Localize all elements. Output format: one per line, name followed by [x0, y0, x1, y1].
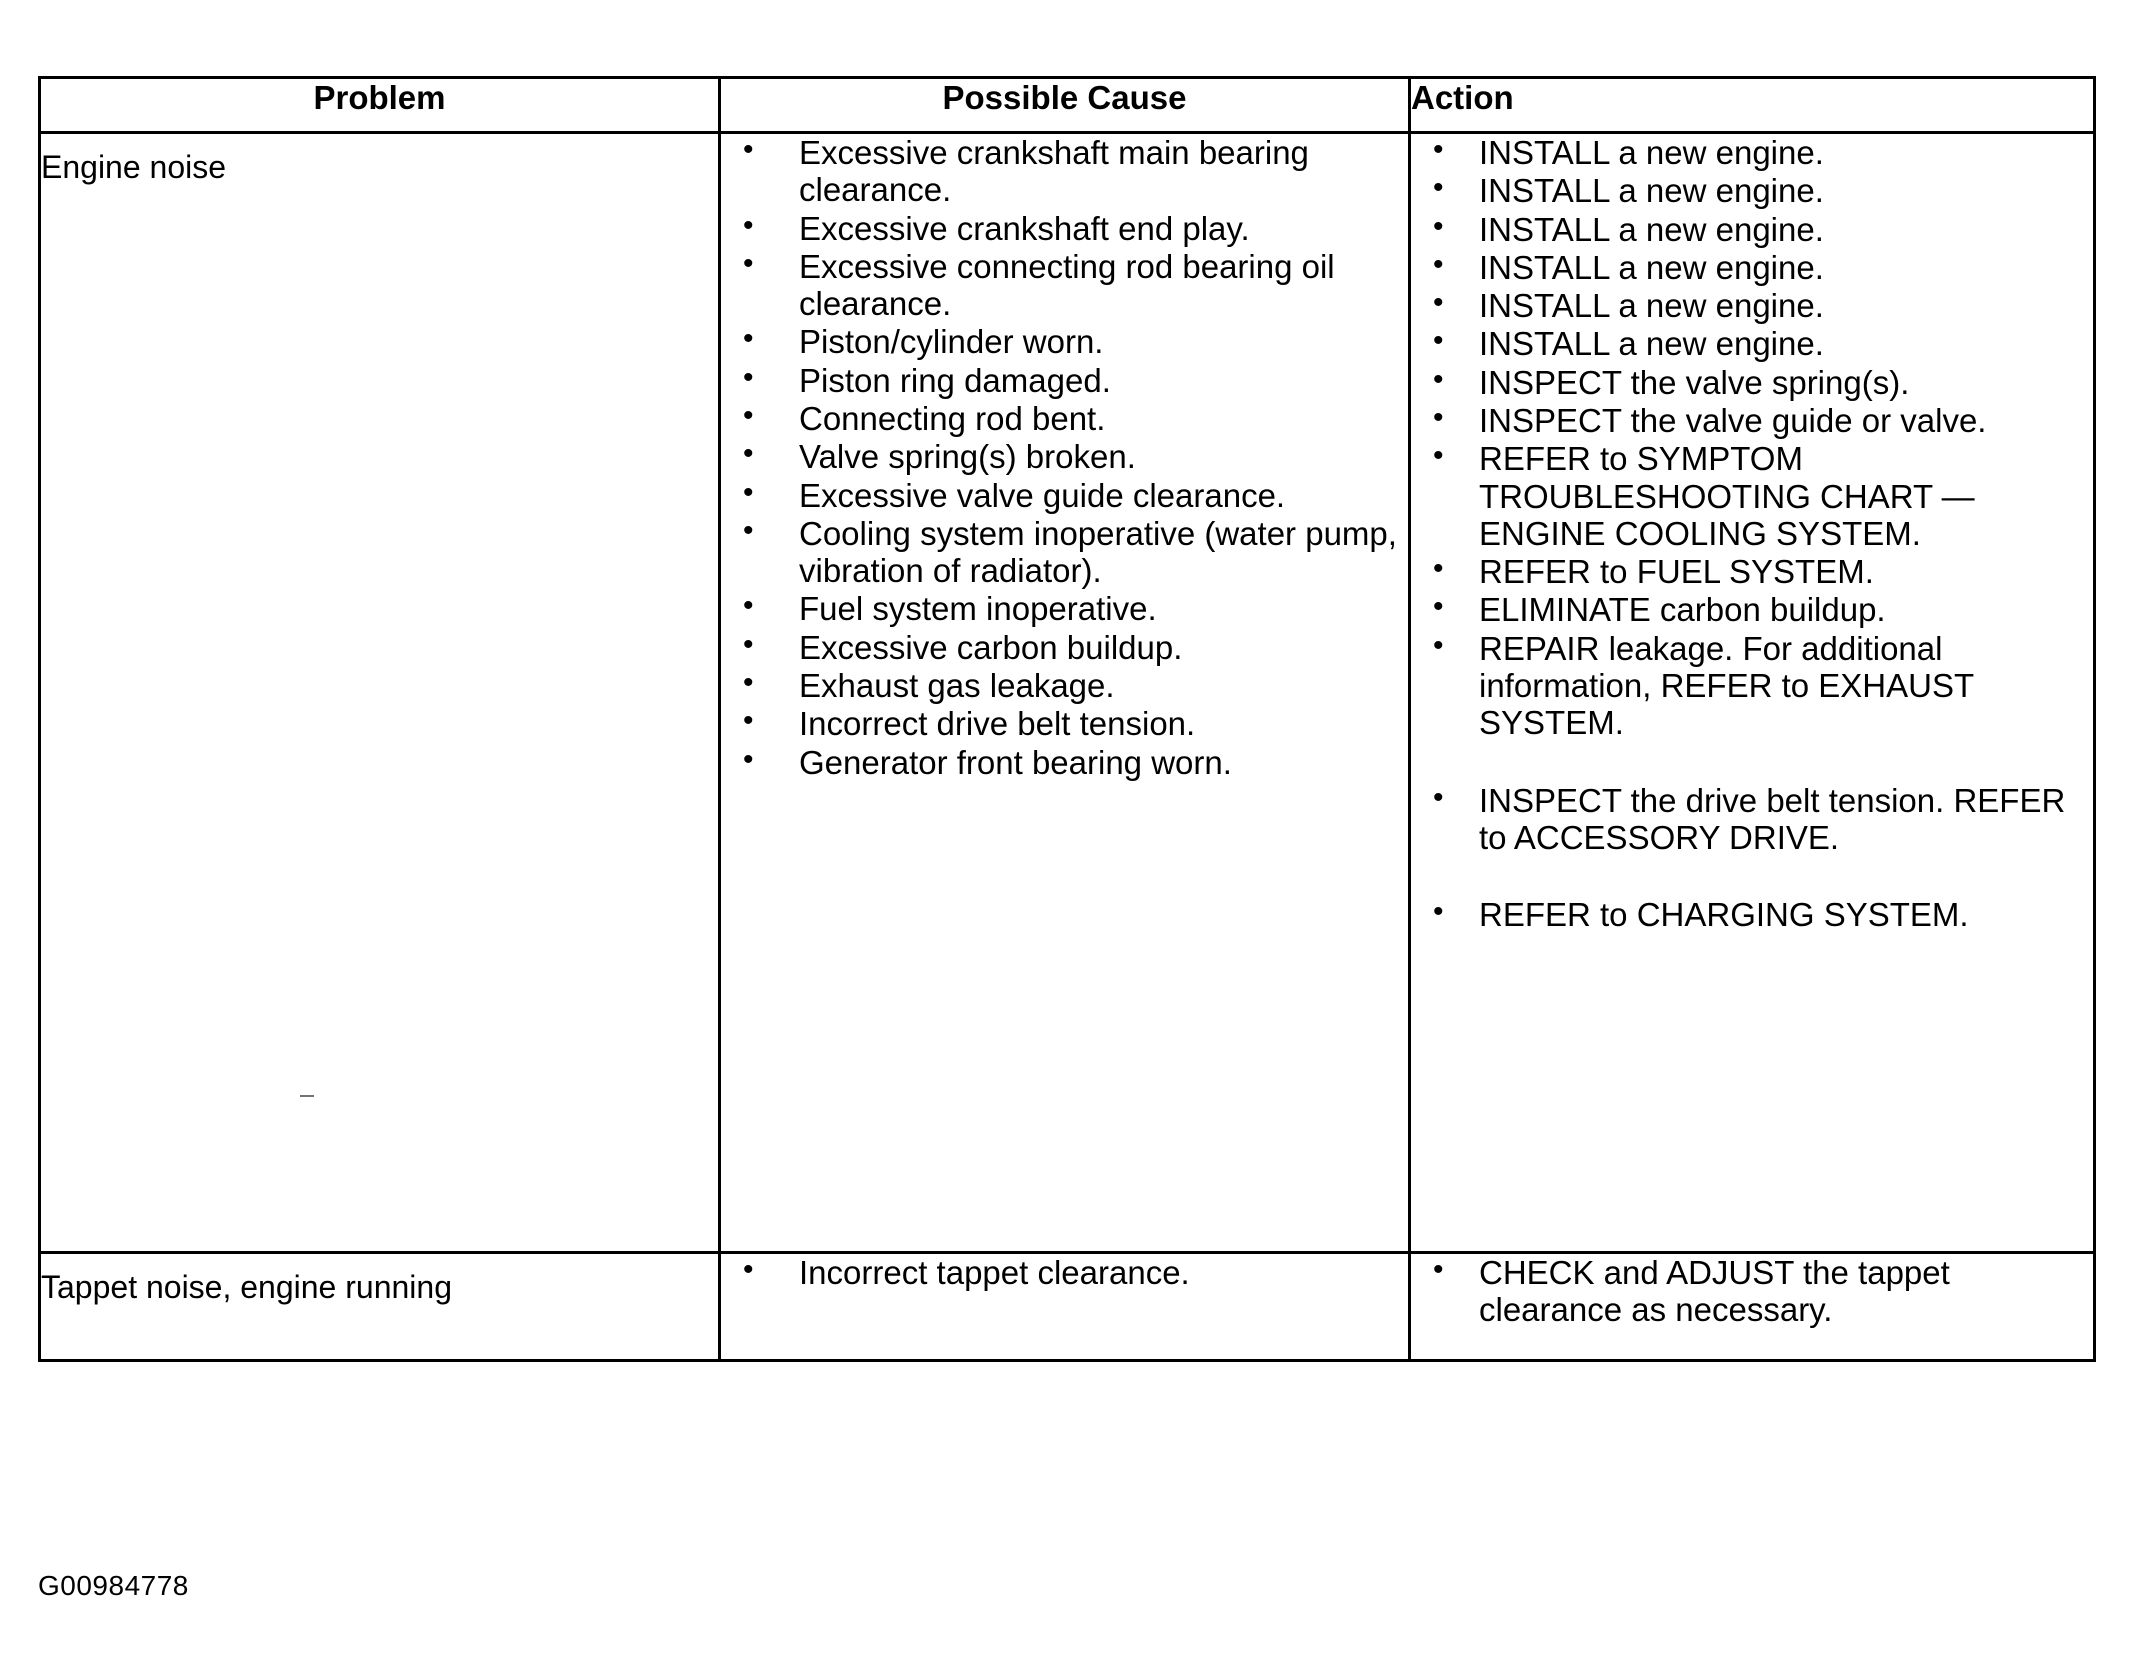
list-item: • Exhaust gas leakage.	[721, 667, 1408, 704]
cause-list	[721, 1254, 1408, 1291]
list-item: • Fuel system inoperative.	[721, 590, 1408, 627]
cell-problem: Tappet noise, engine running	[40, 1253, 720, 1361]
list-item: • INSTALL a new engine.	[1411, 325, 2093, 362]
cause-list	[721, 134, 1408, 781]
list-item: • Incorrect drive belt tension.	[721, 705, 1408, 742]
list-item: • Valve spring(s) broken.	[721, 438, 1408, 475]
action-list	[1411, 134, 2093, 933]
list-item: • Connecting rod bent.	[721, 400, 1408, 437]
list-item: • REPAIR leakage. For additional information, REFER to EXHAUST SYSTEM.	[1411, 630, 2093, 742]
column-header-possible-cause: Possible Cause	[720, 78, 1410, 133]
list-item: • REFER to FUEL SYSTEM.	[1411, 553, 2093, 590]
cell-action	[1410, 1253, 2095, 1361]
column-header-problem: Problem	[40, 78, 720, 133]
list-item: • Excessive carbon buildup.	[721, 629, 1408, 666]
list-item: • INSTALL a new engine.	[1411, 172, 2093, 209]
action-list	[1411, 1254, 2093, 1329]
list-item: • Piston ring damaged.	[721, 362, 1408, 399]
table-header	[40, 78, 2095, 133]
list-item: • ELIMINATE carbon buildup.	[1411, 591, 2093, 628]
list-item: • CHECK and ADJUST the tappet clearance as necessary.	[1411, 1254, 2093, 1329]
list-item: • Excessive crankshaft end play.	[721, 210, 1408, 247]
troubleshooting-table	[38, 76, 2096, 1362]
cell-possible-cause	[720, 1253, 1410, 1361]
list-item: • Excessive crankshaft main bearing clearance.	[721, 134, 1408, 209]
table-row	[40, 133, 2095, 1253]
list-item: • INSTALL a new engine.	[1411, 134, 2093, 171]
cell-possible-cause	[720, 133, 1410, 1253]
list-item: • Incorrect tappet clearance.	[721, 1254, 1408, 1291]
list-item: • INSTALL a new engine.	[1411, 287, 2093, 324]
list-item: • Piston/cylinder worn.	[721, 323, 1408, 360]
table-header-row	[40, 78, 2095, 133]
cell-action	[1410, 133, 2095, 1253]
list-item: • INSPECT the valve guide or valve.	[1411, 402, 2093, 439]
table-row	[40, 1253, 2095, 1361]
figure-id-label: G00984778	[38, 1570, 189, 1601]
scan-tick-mark	[300, 1095, 314, 1097]
list-item: • Excessive connecting rod bearing oil clearance.	[721, 248, 1408, 323]
cell-problem: Engine noise	[40, 133, 720, 1253]
list-item: • Excessive valve guide clearance.	[721, 477, 1408, 514]
list-item: • INSTALL a new engine.	[1411, 249, 2093, 286]
list-item: • INSPECT the drive belt tension. REFER to ACCESSORY DRIVE.	[1411, 782, 2093, 857]
list-item: • REFER to SYMPTOM TROUBLESHOOTING CHART — ENGINE COOLING SYSTEM.	[1411, 440, 2093, 552]
troubleshooting-table-wrapper	[38, 76, 2093, 1362]
list-item: • REFER to CHARGING SYSTEM.	[1411, 896, 2093, 933]
list-item: • Cooling system inoperative (water pump, vibration of radiator).	[721, 515, 1408, 590]
list-item: • INSPECT the valve spring(s).	[1411, 364, 2093, 401]
table-body	[40, 133, 2095, 1361]
list-item: • INSTALL a new engine.	[1411, 211, 2093, 248]
list-item: • Generator front bearing worn.	[721, 744, 1408, 781]
column-header-action: Action	[1410, 78, 2095, 133]
